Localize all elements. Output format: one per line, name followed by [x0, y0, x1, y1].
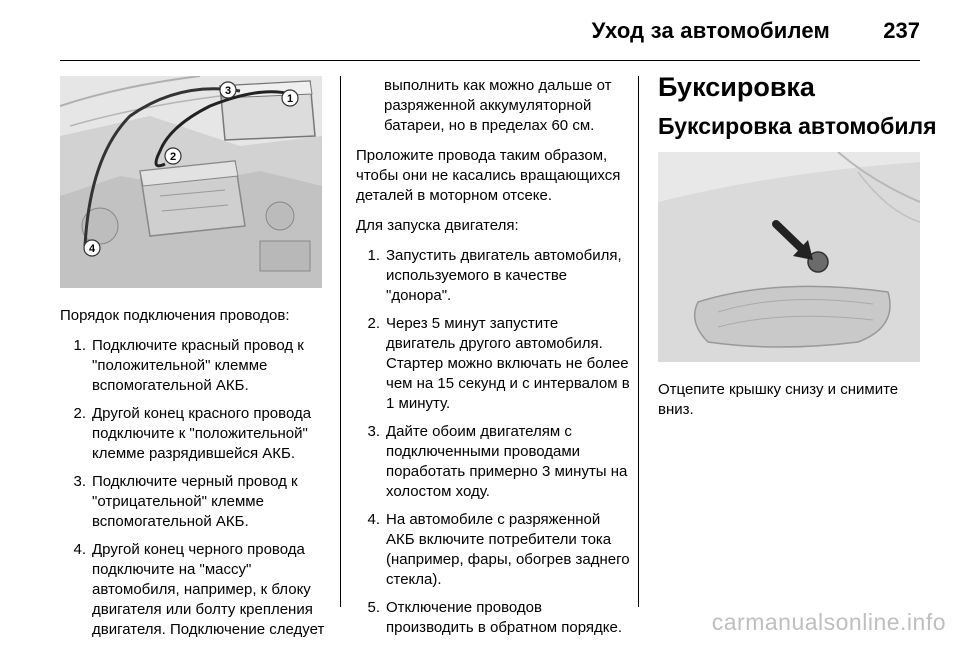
watermark: carmanualsonline.info: [711, 609, 946, 635]
list-item: 5. Отключение проводов производить в обратном порядке.: [367, 599, 623, 636]
list-item: 4. Другой конец черного провода подключите на "массу" автомобиля, например, к блоку двигателя или болту крепления двигателя. Подключение следует: [73, 541, 325, 638]
list-item: 1. Подключите красный провод к "положительной" клемме вспомогательной АКБ.: [73, 337, 304, 394]
continued-step-text: выполнить как можно дальше от разряженной аккумуляторной батареи, но в пределах 60 см.: [384, 77, 612, 134]
header-rule: [60, 60, 920, 61]
column-3-caption: [658, 380, 920, 430]
list-item: 4. На автомобиле с разряженной АКБ включите потребители тока (например, фары, обогрев заднего стекла).: [367, 511, 630, 588]
connection-intro: Порядок подключения проводов:: [60, 307, 290, 324]
page-number: 237: [883, 18, 920, 43]
tow-eye-cover-illustration: [658, 152, 920, 362]
svg-text:1: 1: [286, 93, 294, 105]
start-intro: Для запуска двигателя:: [356, 217, 519, 234]
svg-text:4: 4: [88, 243, 96, 255]
callout-4: [84, 240, 100, 256]
bumper-drawing: [658, 152, 920, 362]
column-divider-2: [638, 76, 639, 607]
jump-start-illustration: [60, 76, 322, 288]
column-2: [356, 76, 630, 646]
connection-steps: [60, 336, 330, 640]
column-divider-1: [340, 76, 341, 607]
callout-1: [282, 90, 298, 106]
routing-paragraph: Проложите провода таким образом, чтобы они не касались вращающихся деталей в моторном отсеке.: [356, 147, 621, 204]
list-item: 3. Дайте обоим двигателям с подключенными проводами поработать примерно 3 минуты на холостом ходу.: [367, 423, 628, 500]
start-steps: [356, 246, 630, 638]
list-item: 2. Другой конец красного провода подключите к "положительной" клемме разрядившейся АКБ.: [73, 405, 312, 462]
column-1: [60, 306, 330, 648]
tow-caption: Отцепите крышку снизу и снимите вниз.: [658, 381, 899, 418]
engine-bay-drawing: [60, 76, 322, 288]
section-heading: Буксировка: [658, 72, 815, 102]
callout-2: [165, 148, 181, 164]
callout-3: [220, 82, 236, 98]
svg-text:3: 3: [224, 85, 232, 97]
list-item: 1. Запустить двигатель автомобиля, используемого в качестве "донора".: [367, 247, 622, 304]
list-item: 3. Подключите черный провод к "отрицательной" клемме вспомогательной АКБ.: [73, 473, 298, 530]
list-item: 2. Через 5 минут запустите двигатель другого автомобиля. Стартер можно включать не более чем на 15 секунд и с интервалом в 1 минуту.: [367, 315, 630, 412]
section-subheading: Буксировка автомобиля: [658, 113, 937, 139]
svg-text:2: 2: [169, 151, 177, 163]
page-header-title: Уход за автомобилем: [591, 18, 830, 43]
